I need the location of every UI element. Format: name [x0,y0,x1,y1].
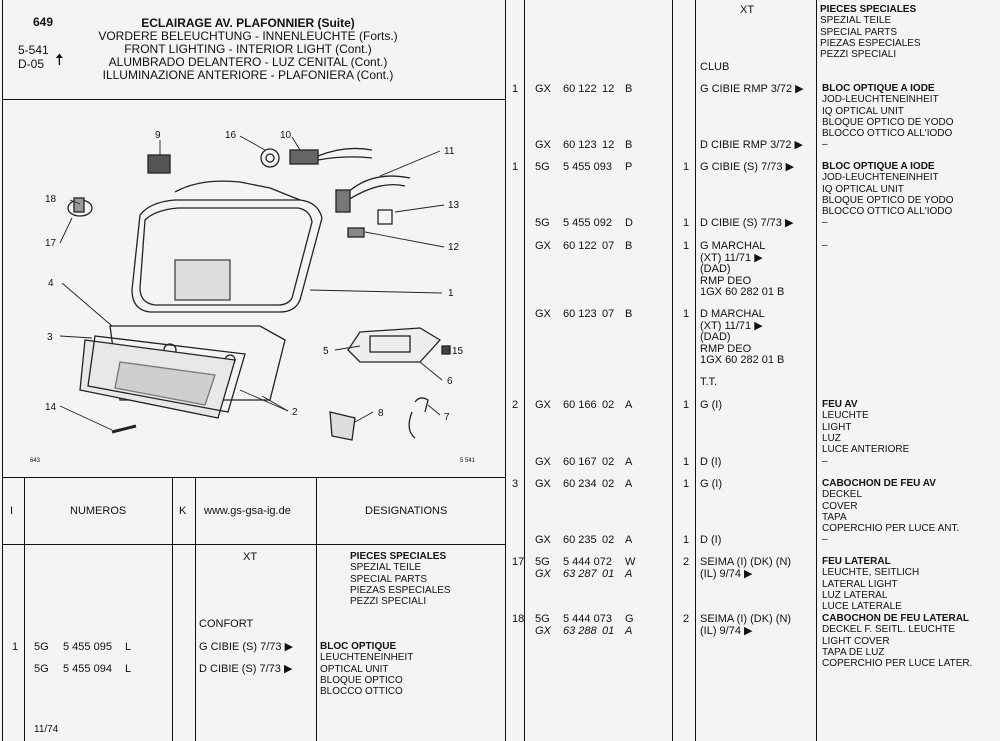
callout-15: 15 [452,346,464,357]
callout-17: 17 [45,238,57,249]
title-line-es: ALUMBRADO DELANTERO - LUZ CENITAL (Cont.) [108,55,388,69]
right-tt-label: T.T. [700,376,718,388]
row-application-line: D CIBIE (S) 7/73 ▶ [700,217,794,229]
row-designation-line: LUCE LATERALE [822,601,902,613]
row-application: D CIBIE (S) 7/73 ▶ [199,663,293,675]
row-number: 60 235 [563,534,597,546]
header-col-numeros: NUMEROS [70,505,127,517]
row-application-line: (IL) 9/74 ▶ [700,567,753,580]
row-prefix: 5G [535,217,550,229]
row-application-line: D MARCHAL [700,308,765,320]
right-xt-label: XT [740,4,755,16]
row-number: 60 167 [563,456,597,468]
ref-code-1: 5-541 [18,43,49,57]
sp-it: PEZZI SPECIALI [350,596,427,608]
row-item: 1 [512,83,519,95]
row-application-line: G (I) [700,399,722,411]
header-col-i: I [10,505,14,517]
divider-right-desig [816,0,817,741]
row-prefix: GX [535,83,551,95]
row-application-line: (IL) 9/74 ▶ [700,624,753,637]
row-item: 17 [512,556,525,568]
callout-18: 18 [45,194,57,205]
row-k: 1 [683,456,690,468]
row-suffix: B [625,83,633,95]
row-item: 2 [512,399,519,411]
left-col-k-divider [195,477,196,741]
row-designation [320,641,413,697]
row-application-line: G CIBIE (S) 7/73 ▶ [700,161,795,173]
sp-fr: PIECES SPECIALES [350,551,447,562]
row-designation-line: CABOCHON DE FEU AV [822,478,936,489]
row-designation-line: COVER [822,500,858,512]
row-prefix: 5G [34,641,49,653]
row-designation-line: BLOCCO OTTICO ALL'IODO [822,128,953,140]
row-alt-prefix: GX [535,625,551,637]
left-col-i-divider [24,477,25,741]
row-variant: 02 [602,534,615,546]
row-suffix: A [625,399,633,411]
sp-es: PIEZAS ESPECIALES [350,584,451,596]
row-prefix: 5G [535,161,550,173]
row-designation-line: DECKEL F. SEITL. LEUCHTE [822,624,955,636]
callout-1: 1 [448,288,454,299]
row-alt-suffix: A [625,625,633,637]
desig-es: BLOQUE OPTICO [320,674,403,686]
row-suffix: A [625,478,633,490]
row-suffix: P [625,161,633,173]
bulb-holder-9-shape [148,155,170,173]
callout-6: 6 [447,376,453,387]
row-designation-line: LUCE ANTERIORE [822,444,910,456]
callout-7: 7 [444,412,450,423]
row-k: 2 [683,613,690,625]
row-designation-line: BLOC OPTIQUE A IODE [822,83,935,94]
row-designation-line: TAPA [822,511,847,523]
row-number: 5 455 092 [563,217,612,229]
title-line-de: VORDERE BELEUCHTUNG - INNENLEUCHTE (Forts.) [98,29,398,43]
row-application-line: (XT) 11/71 ▶ [700,319,763,332]
row-designation-line: BLOQUE OPTICO DE YODO [822,194,954,206]
page-number: 649 [33,15,54,29]
row-designation-line: JOD-LEUCHTENEINHEIT [822,172,939,184]
row-number: 60 123 [563,139,597,151]
row-k: 2 [683,556,690,568]
row-designation-line: LEUCHTE [822,410,869,422]
up-arrow-icon: 🠅 [55,52,64,69]
left-confort-label: CONFORT [199,618,254,630]
desig-fr: BLOC OPTIQUE [320,641,397,652]
rsp-es: PIEZAS ESPECIALES [820,37,921,49]
row-application: G CIBIE (S) 7/73 ▶ [199,641,294,653]
row-k: 1 [683,399,690,411]
row-prefix: GX [535,399,551,411]
row-alt-variant: 01 [602,625,615,637]
left-col-desig-divider [316,477,317,741]
left-col-num-divider [172,477,173,741]
row-suffix: A [625,456,633,468]
row-application-line: (DAD) [700,263,731,275]
row-designation-line: – [822,217,828,228]
callout-10: 10 [280,130,292,141]
row-suffix: A [625,534,633,546]
row-prefix: 5G [34,663,49,675]
row-number: 5 455 093 [563,161,612,173]
row-designation-line: – [822,240,828,251]
row-prefix: GX [535,478,551,490]
row-alt-variant: 01 [602,568,615,580]
callout-16: 16 [225,130,237,141]
row-variant: 02 [602,478,615,490]
rsp-fr: PIECES SPECIALES [820,4,917,15]
row-designation-line: BLOCCO OTTICO ALL'IODO [822,206,953,218]
callout-9: 9 [155,130,161,141]
right-special-parts [820,4,921,60]
rsp-it: PEZZI SPECIALI [820,49,897,61]
rsp-de: SPEZIAL TEILE [820,15,892,27]
row-application-line: G MARCHAL [700,240,766,252]
row-k: 1 [683,217,690,229]
row-k: 1 [683,308,690,320]
row-application-line: D (I) [700,456,722,468]
row-number: 60 123 [563,308,597,320]
row-alt-prefix: GX [535,568,551,580]
header-bottom-rule [2,544,505,545]
diagram-bottom-rule [2,477,505,478]
row-prefix: GX [535,534,551,546]
row-prefix: GX [535,308,551,320]
row-designation-line: IQ OPTICAL UNIT [822,183,904,195]
row-number: 5 455 094 [63,663,112,675]
ref-code-2: D-05 [18,57,45,71]
row-application-line: 1GX 60 282 01 B [700,286,785,298]
header-col-designations: DESIGNATIONS [365,505,448,517]
row-designation-line: DECKEL [822,489,863,501]
callout-5: 5 [323,346,329,357]
divider-right-num [672,0,673,741]
row-application-line: RMP DEO [700,274,752,287]
row-designation-line: LATERAL LIGHT [822,578,898,590]
left-special-parts [350,551,451,607]
row-suffix: G [625,613,634,625]
row-application-line: G (I) [700,478,722,490]
desig-it: BLOCCO OTTICO [320,686,403,698]
row-designation-line: LUZ [822,432,841,444]
row-k: 1 [683,534,690,546]
row-prefix: 5G [535,556,550,568]
header-url: www.gs-gsa-ig.de [204,505,291,517]
right-club-label: CLUB [700,61,730,73]
row-number: 5 444 072 [563,556,612,568]
row-application-line: (DAD) [700,331,731,343]
row-designation-line: FEU AV [822,399,858,410]
row-designation-line: – [822,456,828,467]
row-prefix: 5G [535,613,550,625]
row-number: 60 122 [563,83,597,95]
row-prefix: GX [535,456,551,468]
diagram-code-left: 643 [30,458,41,464]
row-k: 1 [683,161,690,173]
title-line-fr: ECLAIRAGE AV. PLAFONNIER (Suite) [141,16,355,30]
row-application-line: 1GX 60 282 01 B [700,354,785,366]
row-designation-line: LUZ LATERAL [822,589,888,601]
left-xt-label: XT [243,551,258,563]
row-variant: 12 [602,83,615,95]
sp-en: SPECIAL PARTS [350,573,428,585]
row-designation-line: – [822,534,828,545]
row-k: 1 [683,478,690,490]
row-designation-line: CABOCHON DE FEU LATERAL [822,613,970,624]
row-designation-line: – [822,139,828,150]
callout-11: 11 [444,146,455,157]
row-suffix: W [625,556,636,568]
rsp-en: SPECIAL PARTS [820,26,898,38]
row-number: 60 122 [563,240,597,252]
row-application-line: SEIMA (I) (DK) (N) [700,556,792,568]
row-number: 5 455 095 [63,641,112,653]
row-application-line: D CIBIE RMP 3/72 ▶ [700,139,804,151]
row-application-line: (XT) 11/71 ▶ [700,251,763,264]
row-designation-line: TAPA DE LUZ [822,646,885,658]
callout-2: 2 [292,407,298,418]
row-suffix: B [625,139,633,151]
interior-light-shape [348,328,440,362]
callout-8: 8 [378,408,384,419]
diagram-code-right: 5 541 [460,458,476,464]
row-variant: 02 [602,456,615,468]
divider-right-k-left [524,0,525,741]
row-suffix: B [625,308,633,320]
row-application-line: D (I) [700,534,722,546]
row-designation-line: COPERCHIO PER LUCE ANT. [822,523,960,535]
page-date: 11/74 [34,724,59,735]
row-prefix: GX [535,240,551,252]
row-application-line: RMP DEO [700,342,752,355]
row-variant: 02 [602,399,615,411]
row-alt-suffix: A [625,568,633,580]
exploded-view-diagram [0,100,505,477]
divider-left-page [505,0,506,741]
row-designation-line: LIGHT [822,421,852,433]
title-line-en: FRONT LIGHTING - INTERIOR LIGHT (Cont.) [124,42,372,56]
row-application-line: G CIBIE RMP 3/72 ▶ [700,83,804,95]
row-item: 3 [512,478,519,490]
header-col-k: K [179,505,187,517]
row-suffix: L [125,663,132,675]
row-item: 18 [512,613,525,625]
callout-14: 14 [45,402,57,413]
callout-13: 13 [448,200,460,211]
row-item: 1 [12,641,19,653]
row-suffix: D [625,217,633,229]
desig-de: LEUCHTENEINHEIT [320,652,414,664]
row-designation-line: LIGHT COVER [822,635,890,647]
title-line-it: ILLUMINAZIONE ANTERIORE - PLAFONIERA (Cont.) [102,68,394,82]
row-designation-line: COPERCHIO PER LUCE LATER. [822,658,973,670]
row-variant: 07 [602,240,615,252]
page-title [88,17,408,82]
row-suffix: B [625,240,633,252]
row-application-line: SEIMA (I) (DK) (N) [700,613,792,625]
sp-de: SPEZIAL TEILE [350,562,422,574]
row-designation-line: IQ OPTICAL UNIT [822,105,904,117]
row-designation-line: BLOC OPTIQUE A IODE [822,161,935,172]
row-designation-line: JOD-LEUCHTENEINHEIT [822,94,939,106]
row-number: 5 444 073 [563,613,612,625]
callout-3: 3 [47,332,53,343]
desig-en: OPTICAL UNIT [320,663,389,675]
row-suffix: L [125,641,132,653]
row-designation-line: LEUCHTE, SEITLICH [822,567,920,579]
row-variant: 12 [602,139,615,151]
row-k: 1 [683,240,690,252]
row-designation-line: BLOQUE OPTICO DE YODO [822,116,954,128]
row-number: 60 166 [563,399,597,411]
callout-12: 12 [448,242,460,253]
row-alt-number: 63 288 [563,625,597,637]
row-alt-number: 63 287 [563,568,597,580]
row-variant: 07 [602,308,615,320]
divider-right-k [695,0,696,741]
row-item: 1 [512,161,519,173]
row-designation-line: FEU LATERAL [822,556,891,567]
callout-4: 4 [48,278,54,289]
row-number: 60 234 [563,478,597,490]
row-prefix: GX [535,139,551,151]
